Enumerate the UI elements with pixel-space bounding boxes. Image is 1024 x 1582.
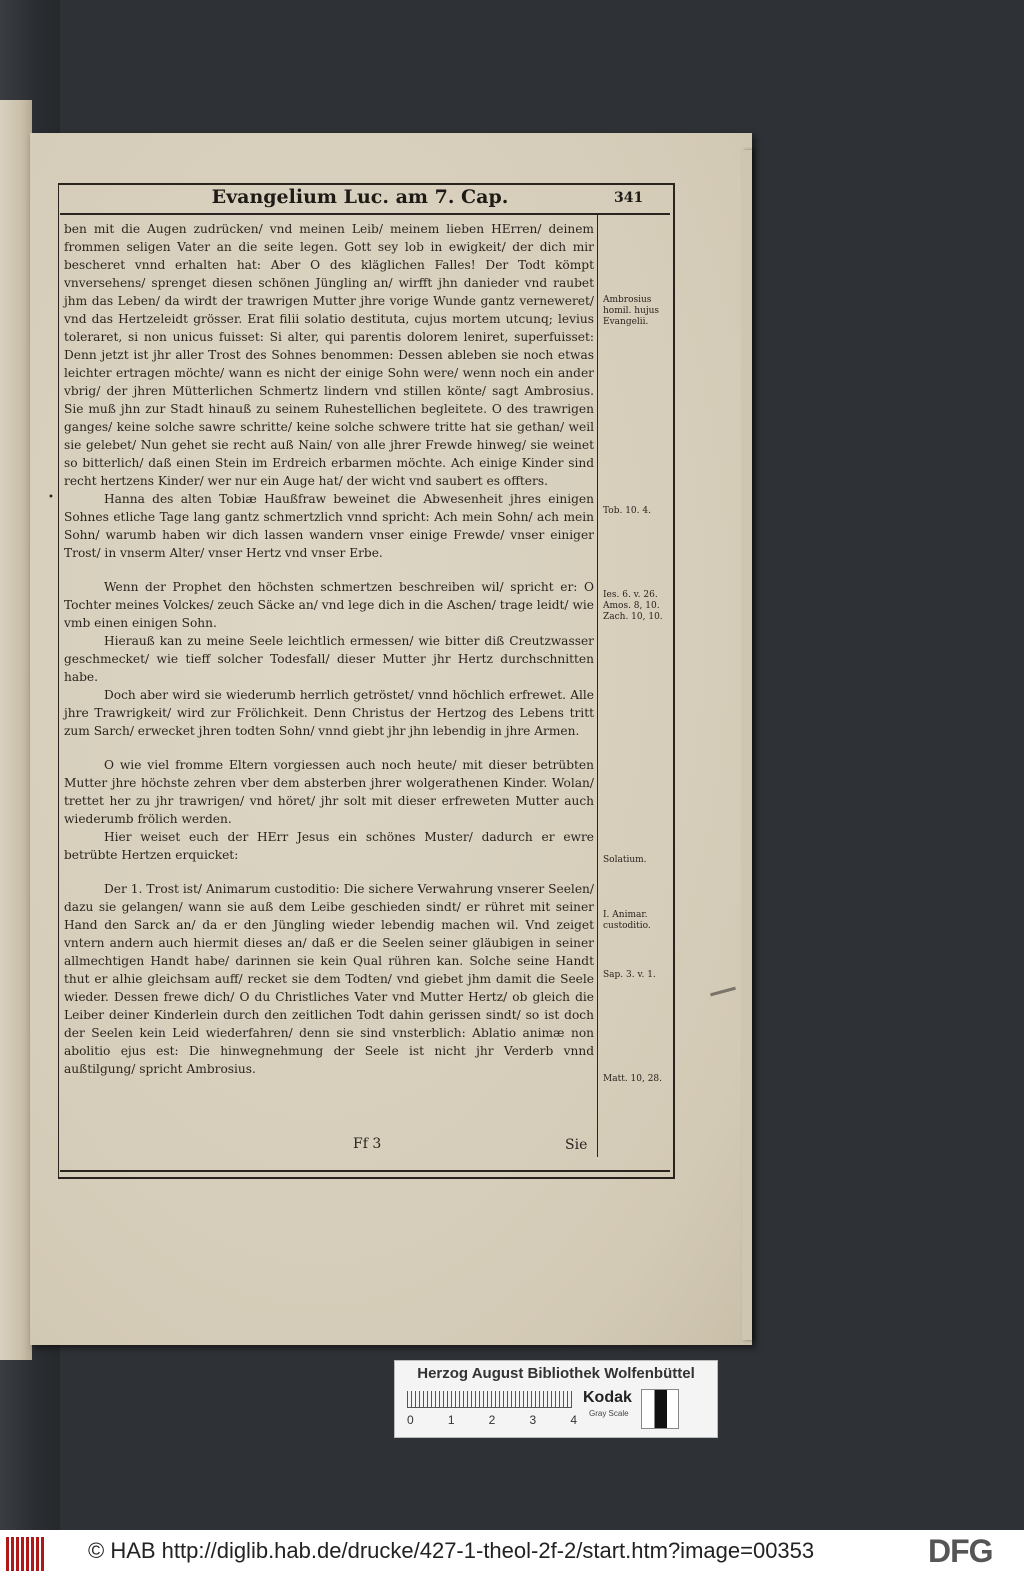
kodak-brand: Kodak [583,1389,632,1406]
paragraph: Wenn der Prophet den höchsten schmertzen beschreiben wil/ spricht er: O Tochter meines Volckes/ zeuch Säcke an/ vnd lege dich in die Aschen/ trage leidt/ wie vmb einen einigen Sohn. [64,580,594,630]
margin-note: Ies. 6. v. 26. Amos. 8, 10. Zach. 10, 10. [603,590,663,622]
gray-scale-caption: Gray Scale [589,1409,629,1418]
hab-logo-icon [6,1537,46,1571]
dfg-logo: DFG [928,1533,993,1569]
footer-url[interactable]: © HAB http://diglib.hab.de/drucke/427-1-theol-2f-2/start.htm?image=00353 [88,1538,815,1563]
page-edge [742,150,752,1340]
margin-note: Ambrosius homil. hujus Evangelii. [603,295,660,327]
ruler-number: 4 [570,1413,577,1427]
book-edge [0,100,32,1360]
catchword: Sie [565,1137,588,1153]
bottom-rule [60,1170,670,1172]
paragraph: Hier weiset euch der HErr Jesus ein schönes Muster/ dadurch er ewre betrübte Hertzen erquicket: [64,830,594,862]
margin-note: Matt. 10, 28. [603,1074,663,1084]
gray-patch [641,1389,679,1429]
paragraph: Doch aber wird sie wiederumb herrlich getröstet/ vnnd höchlich erfrewet. Alle jhre Trawrigkeit/ wird zur Frölichkeit. Denn Christus der Hertzog des Lebens tritt zum Sarch/ erwecket jhren todten Sohn/ vnnd giebt jhr jhn lebendig in jhre Armen. [64,688,594,738]
paragraph: Hanna des alten Tobiæ Haußfraw beweinet die Abwesenheit jhres einigen Sohnes etliche Tage lang gantz schmertzlich vnnd spricht: Ach mein Sohn/ ach mein Sohn/ warumb haben wir dich lassen wandern vnser einige Frewde/ vnser einiger Trost/ in vnserm Alter/ vnser Hertz vnd vnser Erbe. [64,492,594,560]
ruler-number: 2 [488,1413,496,1427]
ruler-numbers [407,1413,577,1427]
margin-bullet: • [48,492,54,503]
margin-rule [597,215,598,1157]
header-rule [60,213,670,215]
margin-note: Sap. 3. v. 1. [603,970,656,980]
paragraph: ben mit die Augen zudrücken/ vnd meinen Leib/ meinem lieben HErren/ deinem frommen seligen Vater an die seite legen. Gott sey lob in ewigkeit/ der dich mir bescheret vnnd erhalten hat: Aber O des kläglichen Falles! Der Todt kömpt vnversehens/ sprenget diesen schönen Jüngling an/ wirfft jhn danieder vnd raubet jhm das Leben/ da wirdt der trawrigen Mutter jhre vorige Wunde gantz verneweret/ vnd das Hertzeleidt grösser. Erat filii solatio destituta, cujus mortem utcunq; levius toleraret, si non unicus fuisset: Si alter, qui parentis dolorem leniret, superfuisset: Denn jetzt ist jhr aller Trost des Sohnes benommen: Dessen ableben sie noch etwas leichter ertragen möchte/ wann es nicht der einige Sohn were/ wenn noch ein ander vbrig/ der jhren Mütterlichen Schmertz lindern vnd stillen könte/ sagt Ambrosius. Sie muß jhn zur Stadt hinauß zu seinem Ruhestellichen begleitete. O des trawrigen ganges/ keine solche sawre schritte/ keine solche schwere tritte hat sie gethan/ weil sie gelebet/ Nun gehet sie recht auß Nain/ von alle jhrer Frewde hinweg/ sie weinet so bitterlich/ daß einen Stein im Erdreich erbarmen möchte. Ach einige Kinder sind recht hertzens Kinder/ wer nur ein Auge hat/ der wicht vnd saubert es offters. [64,222,594,488]
margin-note: I. Animar. custoditio. [603,910,651,931]
signature-mark: Ff 3 [353,1136,382,1152]
margin-note: Tob. 10. 4. [603,506,651,516]
ruler-scale [407,1391,572,1408]
color-calibration-bar [394,1360,718,1438]
page-number: 341 [614,190,644,206]
ruler-number: 3 [529,1413,537,1427]
paragraph: Hierauß kan zu meine Seele leichtlich ermessen/ wie bitter diß Creutzwasser geschmecket/ wie tieff solcher Todesfall/ dieser Mutter jhr Hertz durchschnitten habe. [64,634,594,684]
main-text [64,220,594,1078]
library-name: Herzog August Bibliothek Wolfenbüttel [417,1365,695,1382]
running-title: Evangelium Luc. am 7. Cap. [211,186,509,208]
paragraph: Der 1. Trost ist/ Animarum custoditio: Die sichere Verwahrung vnserer Seelen/ dazu sie gelangen/ wann sie auß dem Leibe geschieden sindt/ er rühret mit seiner Hand den Sarck an/ da er den Jüngling wieder lebendig machen wil. Vnd zeiget vntern andern auch hiermit dieses an/ daß er die Seelen seiner gläubigen in seiner allmechtigen Handt habe/ darinnen sie kein Qual rühren kan. Solche seine Handt thut er alhie gleichsam auff/ recket sie dem Todten/ vnd giebet jhm damit die Seele wieder. Dessen frewe dich/ O du Christliches Vater vnd Mutter Hertz/ ob gleich die Leiber deiner Kinderlein durch den zeitlichen Todt dahin gerissen sindt/ so ist doch der Seelen kein Leid wiederfahren/ denn sie sind vnsterblich: Ablatio animæ non abolitio ejus est: Die hinwegnehmung der Seele ist nicht jhr Verderb vnnd außtilgung/ spricht Ambrosius. [64,882,594,1076]
ruler-number: 0 [407,1413,414,1427]
margin-note: Solatium. [603,855,647,865]
paragraph: O wie viel fromme Eltern vorgiessen auch noch heute/ mit dieser betrübten Mutter jhre höchste zehren vber dem absterben jhrer wolgerathenen Kinder. Wolan/ trettet her zu jhr trawrigen/ vnd höret/ jhr solt mit dieser erfreweten Mutter auch wiederumb frölich werden. [64,758,594,826]
ruler-number: 1 [447,1413,455,1427]
